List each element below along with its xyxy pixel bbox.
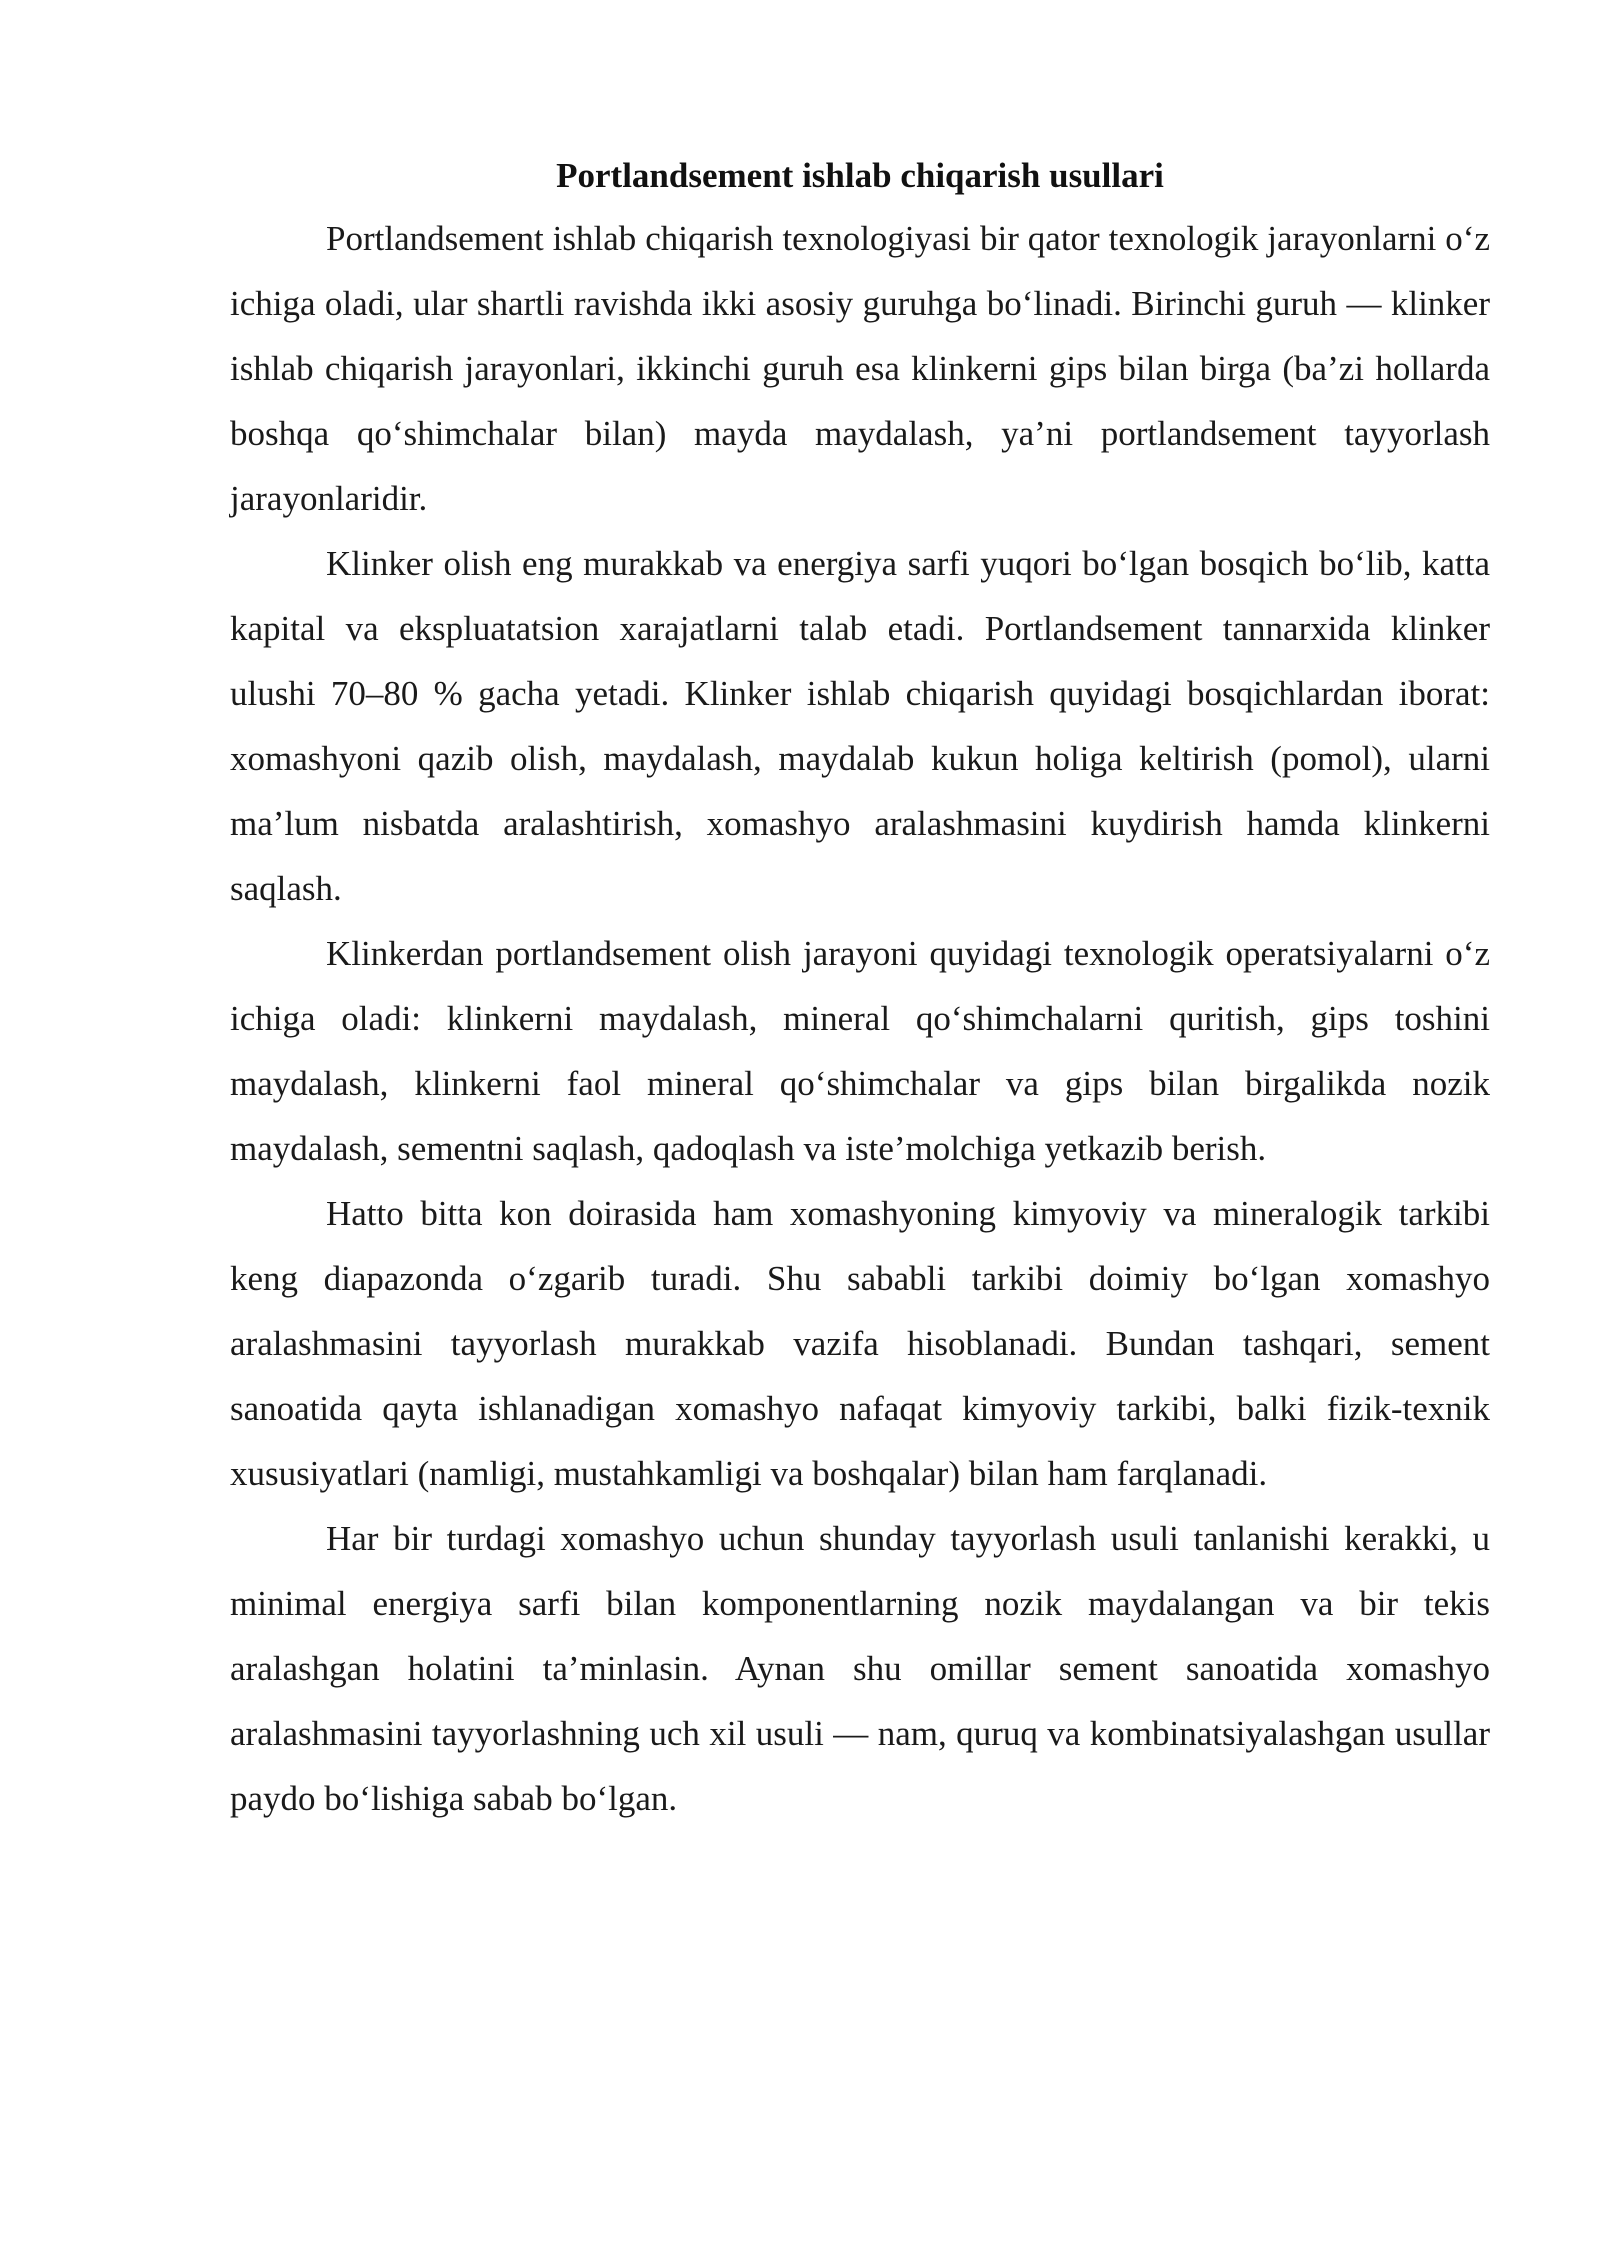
document-body <box>230 146 1490 1831</box>
document-title: Portlandsement ishlab chiqarish usullari <box>556 156 1164 195</box>
paragraph-1: Portlandsement ishlab chiqarish texnologiyasi bir qator texnologik jarayonlarni o‘z ichiga oladi, ular shartli ravishda ikki asosiy guruhga bo‘linadi. Birinchi guruh — klinker ishlab chiqarish jarayonlari, ikkinchi guruh esa klinkerni gips bilan birga (ba’zi hollarda boshqa qo‘shimchalar bilan) mayda maydalash, ya’ni portlandsement tayyorlash jarayonlaridir. <box>230 219 1490 518</box>
paragraph-4: Hatto bitta kon doirasida ham xomashyoning kimyoviy va mineralogik tarkibi keng diapazonda o‘zgarib turadi. Shu sababli tarkibi doimiy bo‘lgan xomashyo aralashmasini tayyorlash murakkab vazifa hisoblanadi. Bundan tashqari, sement sanoatida qayta ishlanadigan xomashyo nafaqat kimyoviy tarkibi, balki fizik-texnik xususiyatlari (namligi, mustahkamligi va boshqalar) bilan ham farqlanadi. <box>230 1194 1490 1493</box>
paragraph-3: Klinkerdan portlandsement olish jarayoni quyidagi texnologik operatsiyalarni o‘z ichiga oladi: klinkerni maydalash, mineral qo‘shimchalarni quritish, gips toshini maydalash, klinkerni faol mineral qo‘shimchalar va gips bilan birgalikda nozik maydalash, sementni saqlash, qadoqlash va iste’molchiga yetkazib berish. <box>230 934 1490 1168</box>
paragraph-5: Har bir turdagi xomashyo uchun shunday tayyorlash usuli tanlanishi kerakki, u minimal energiya sarfi bilan komponentlarning nozik maydalangan va bir tekis aralashgan holatini ta’minlasin. Aynan shu omillar sement sanoatida xomashyo aralashmasini tayyorlashning uch xil usuli — nam, quruq va kombinatsiyalashgan usullar paydo bo‘lishiga sabab bo‘lgan. <box>230 1519 1490 1818</box>
paragraph-2: Klinker olish eng murakkab va energiya sarfi yuqori bo‘lgan bosqich bo‘lib, katta kapital va ekspluatatsion xarajatlarni talab etadi. Portlandsement tannarxida klinker ulushi 70–80 % gacha yetadi. Klinker ishlab chiqarish quyidagi bosqichlardan iborat: xomashyoni qazib olish, maydalash, maydalab kukun holiga keltirish (pomol), ularni ma’lum nisbatda aralashtirish, xomashyo aralashmasini kuydirish hamda klinkerni saqlash. <box>230 544 1490 908</box>
